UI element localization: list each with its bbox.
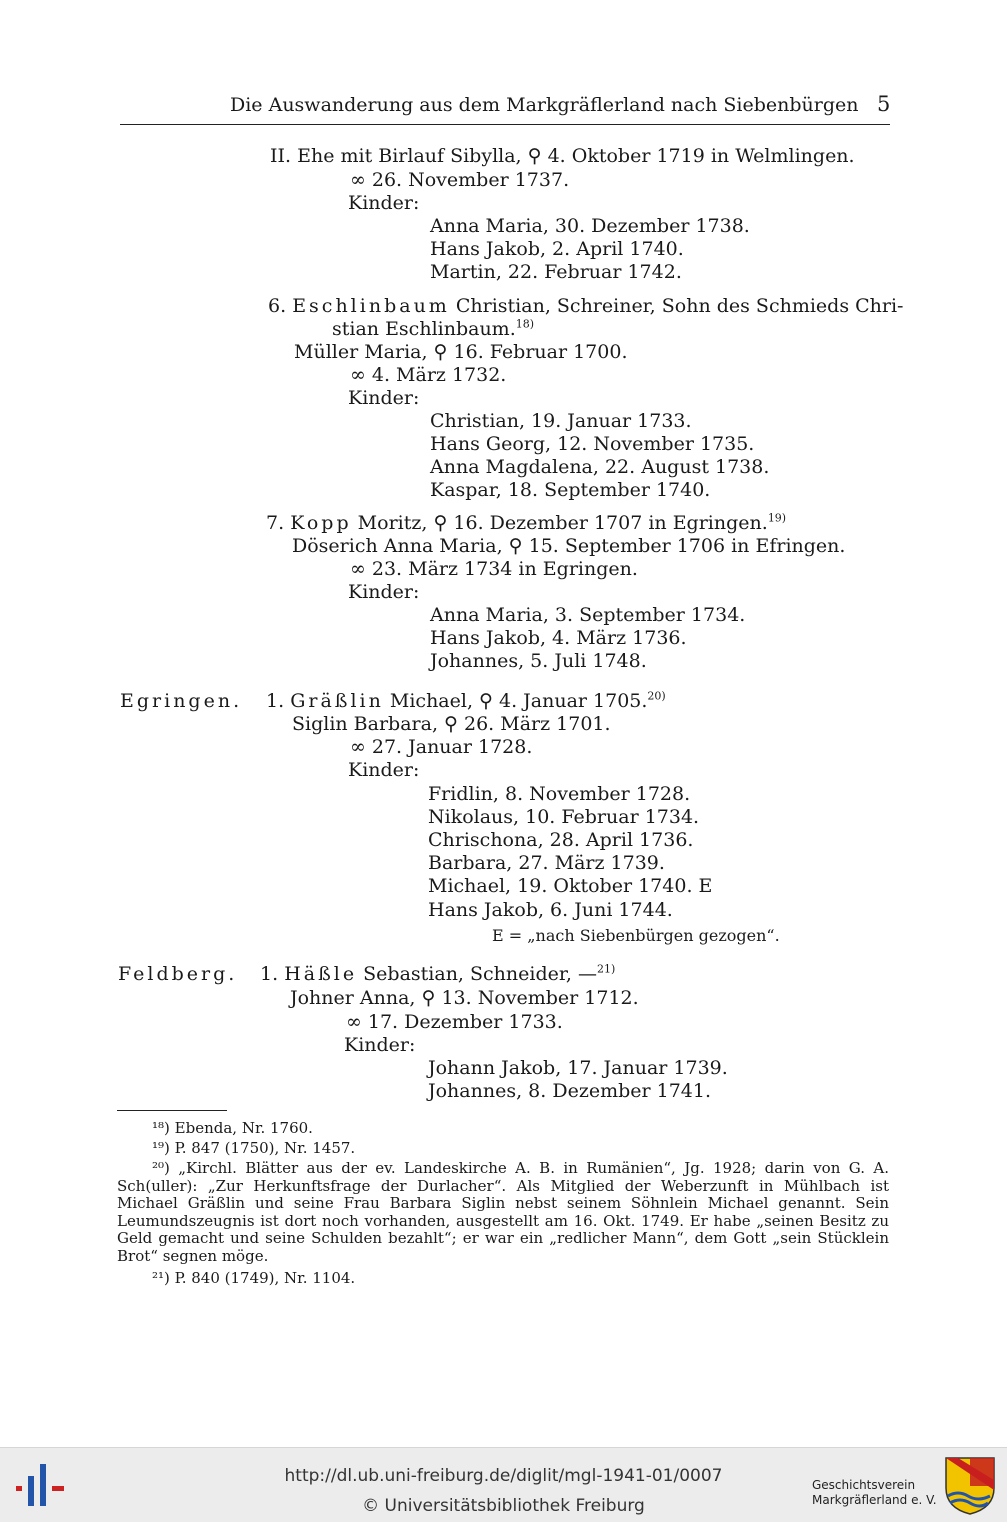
text-line: Anna Maria, 30. Dezember 1738. xyxy=(430,215,750,237)
surname: Eschlinbaum xyxy=(292,295,450,317)
text-line: Johner Anna, ⚲ 13. November 1712. xyxy=(290,987,639,1009)
running-title: Die Auswanderung aus dem Markgräflerland nach Siebenbürgen xyxy=(230,94,859,116)
text-line: Kinder: xyxy=(348,581,420,603)
text-line: Johannes, 5. Juli 1748. xyxy=(430,650,647,672)
footnote: ²¹) P. 840 (1749), Nr. 1104. xyxy=(152,1269,356,1287)
text-line: Anna Maria, 3. September 1734. xyxy=(430,604,746,626)
text-line: Kaspar, 18. September 1740. xyxy=(430,479,711,501)
society-line: Markgräflerland e. V. xyxy=(812,1493,937,1507)
society-line: Geschichtsverein xyxy=(812,1478,916,1492)
entry-text: Michael, ⚲ 4. Januar 1705. xyxy=(383,690,648,712)
text-line: Nikolaus, 10. Februar 1734. xyxy=(428,806,700,828)
text-line: ∞ 26. November 1737. xyxy=(350,169,570,191)
footnote-ref: 18) xyxy=(515,317,535,331)
place-heading: Egringen. xyxy=(120,690,243,712)
header-rule xyxy=(120,124,890,125)
text-line: Fridlin, 8. November 1728. xyxy=(428,783,691,805)
text-line: Kinder: xyxy=(348,759,420,781)
text-line: II. Ehe mit Birlauf Sibylla, ⚲ 4. Oktober 1719 in Welmlingen. xyxy=(270,145,855,167)
text-line: Siglin Barbara, ⚲ 26. März 1701. xyxy=(292,713,611,735)
footnote-rule xyxy=(117,1110,227,1111)
text-line: Hans Georg, 12. November 1735. xyxy=(430,433,755,455)
text-line: Martin, 22. Februar 1742. xyxy=(430,261,682,283)
footnote: ¹⁸) Ebenda, Nr. 1760. xyxy=(152,1119,313,1137)
entry-number: 1. xyxy=(266,690,285,712)
text-line: ∞ 27. Januar 1728. xyxy=(350,736,533,758)
footnote-ref: 19) xyxy=(767,511,787,525)
text-line: Kinder: xyxy=(348,192,420,214)
viewer-footer xyxy=(0,1447,1007,1522)
entry-line xyxy=(260,963,615,986)
footnote-ref: 21) xyxy=(596,962,616,976)
text-line xyxy=(332,318,534,341)
society-name xyxy=(812,1478,937,1508)
text-line: ∞ 4. März 1732. xyxy=(350,364,507,386)
entry-number: 6. xyxy=(268,295,287,317)
legend-note: E = „nach Siebenbürgen gezogen“. xyxy=(492,926,780,945)
text-line: Döserich Anna Maria, ⚲ 15. September 1706 in Efringen. xyxy=(292,535,846,557)
entry-line xyxy=(266,690,666,713)
entry-number: 1. xyxy=(260,963,279,985)
text-line: Kinder: xyxy=(348,387,420,409)
entry-text: Sebastian, Schneider, — xyxy=(357,963,597,985)
entry-text: Moritz, ⚲ 16. Dezember 1707 in Egringen. xyxy=(351,512,768,534)
copyright-notice: © Universitätsbibliothek Freiburg xyxy=(362,1496,645,1516)
page-number: 5 xyxy=(877,92,891,116)
text-line: Christian, 19. Januar 1733. xyxy=(430,410,692,432)
surname: Häßle xyxy=(284,963,358,985)
text-line: Müller Maria, ⚲ 16. Februar 1700. xyxy=(294,341,628,363)
text-line: Johann Jakob, 17. Januar 1739. xyxy=(428,1057,728,1079)
text-line: Anna Magdalena, 22. August 1738. xyxy=(430,456,770,478)
text-line: Barbara, 27. März 1739. xyxy=(428,852,665,874)
footnote: ¹⁹) P. 847 (1750), Nr. 1457. xyxy=(152,1139,356,1157)
text-line: Johannes, 8. Dezember 1741. xyxy=(428,1080,712,1102)
text-line: ∞ 17. Dezember 1733. xyxy=(346,1011,563,1033)
place-heading: Feldberg. xyxy=(118,963,238,985)
permalink-url[interactable]: http://dl.ub.uni-freiburg.de/diglit/mgl-1941-01/0007 xyxy=(284,1466,723,1486)
entry-line xyxy=(266,512,786,535)
text-line: Michael, 19. Oktober 1740. E xyxy=(428,875,713,897)
text-line: Hans Jakob, 2. April 1740. xyxy=(430,238,684,260)
surname: Kopp xyxy=(290,512,352,534)
entry-text: Christian, Schreiner, Sohn des Schmieds Chri- xyxy=(449,295,904,317)
text-line: Chrischona, 28. April 1736. xyxy=(428,829,694,851)
entry-number: 7. xyxy=(266,512,285,534)
text-line: Hans Jakob, 4. März 1736. xyxy=(430,627,687,649)
text-line: Hans Jakob, 6. Juni 1744. xyxy=(428,899,673,921)
surname: Gräßlin xyxy=(290,690,384,712)
text-line: Kinder: xyxy=(344,1034,416,1056)
footnote-ref: 20) xyxy=(647,689,666,703)
text-line: ∞ 23. März 1734 in Egringen. xyxy=(350,558,638,580)
entry-line xyxy=(268,295,903,318)
footnote: ²⁰) „Kirchl. Blätter aus der ev. Landeskirche A. B. in Rumänien“, Jg. 1928; darin von G. A. Sch(uller): „Zur Herkunftsfrage der Durlacher“. Als Mitglied der Weberzunft in Mühlbach ist Michael Gräßlin und seine Frau Barbara Siglin nebst seinem Söhnlein Michael genannt. Sein Leumundszeugnis ist dort noch vorhanden, ausgestellt am 16. Okt. 1749. Er habe „seinen Besitz zu Geld gemacht und seine Schulden bezahlt“; er war ein „redlicher Mann“, dem Gott „sein Stücklein Brot“ segnen möge. xyxy=(117,1159,889,1265)
entry-text: stian Eschlinbaum. xyxy=(332,318,516,340)
coat-of-arms-icon xyxy=(944,1456,996,1516)
